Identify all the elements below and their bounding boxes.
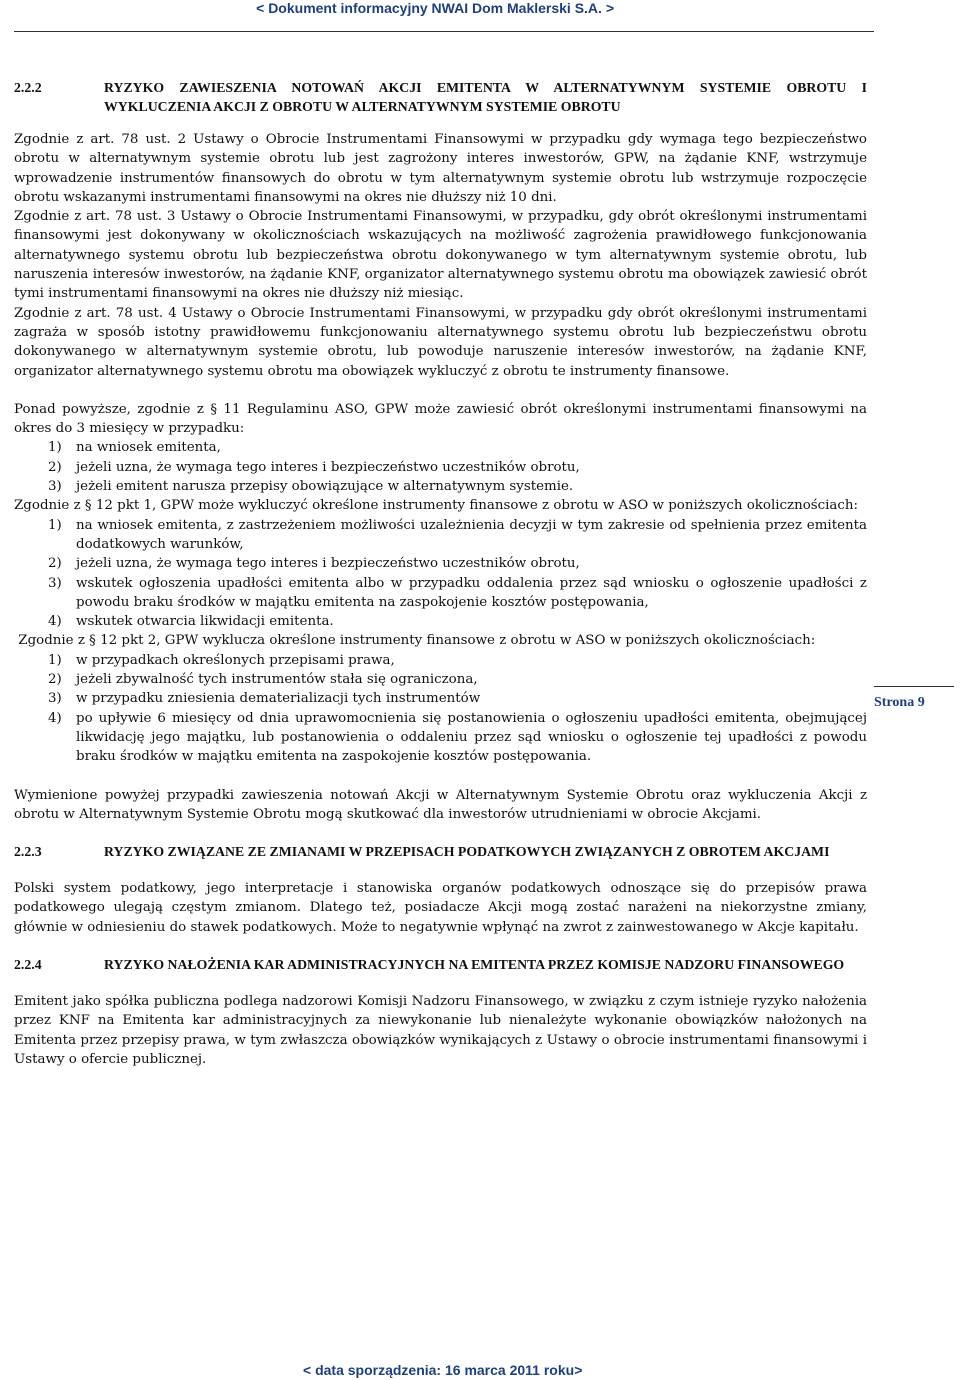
paragraph: Zgodnie z § 12 pkt 1, GPW może wykluczyć określone instrumenty finansowe z obrotu w ASO w poniższych okolicznościach: <box>14 498 859 514</box>
mandatory-exclusion-list <box>14 651 867 767</box>
list-item: 4) po upływie 6 miesięcy od dnia uprawomocnienia się postanowienia o ogłoszeniu upadłości emitenta, obejmującej likwidację jego majątku, lub postanowienia o oddaleniu przez sąd wniosku o ogłoszenie tej upadłości z powodu braku środków w majątku emitenta na zaspokojenie kosztów postępowania. <box>48 710 867 765</box>
document-body <box>14 78 867 1069</box>
optional-exclusion-list <box>14 516 867 632</box>
list-item: 3) w przypadku zniesienia dematerializacji tych instrumentów <box>48 691 481 707</box>
section-heading-2-2-2 <box>14 78 867 116</box>
section-number: 2.2.3 <box>14 844 42 860</box>
paragraph: Zgodnie z § 12 pkt 2, GPW wyklucza określone instrumenty finansowe z obrotu w ASO w poniższych okolicznościach: <box>14 633 816 649</box>
section-heading-2-2-3 <box>14 842 867 861</box>
paragraph: Zgodnie z art. 78 ust. 4 Ustawy o Obrocie Instrumentami Finansowymi, w przypadku gdy obrót określonymi instrumentami zagraża w sposób istotny prawidłowemu funkcjonowaniu alternatywnego systemu obrotu lub bezpieczeństwu obrotu dokonywanego w alternatywnym systemie obrotu, lub powoduje naruszenie interesów inwestorów, na żądanie KNF, organizator alternatywnego systemu obrotu ma obowiązek wykluczyć z obrotu te instrumenty finansowe. <box>14 305 867 379</box>
paragraph: Ponad powyższe, zgodnie z § 11 Regulaminu ASO, GPW może zawiesić obrót określonymi instrumentami finansowymi na okres do 3 miesięcy w przypadku: <box>14 401 867 437</box>
list-item: 1) w przypadkach określonych przepisami prawa, <box>48 652 395 668</box>
suspension-list <box>14 438 867 496</box>
list-item: 2) jeżeli uzna, że wymaga tego interes i bezpieczeństwo uczestników obrotu, <box>48 459 580 475</box>
paragraph: Wymienione powyżej przypadki zawieszenia notowań Akcji w Alternatywnym Systemie Obrotu oraz wykluczenia Akcji z obrotu w Alternatywnym Systemie Obrotu mogą skutkować dla inwestorów utrudnieniami w obrocie Akcjami. <box>14 787 867 822</box>
list-item: 1) na wniosek emitenta, z zastrzeżeniem możliwości uzależnienia decyzji w tym zakresie od spełnienia przez emitenta dodatkowych warunków, <box>48 517 867 552</box>
page-number-box <box>874 686 954 711</box>
list-item: 2) jeżeli zbywalność tych instrumentów stała się ograniczona, <box>48 672 478 688</box>
section-number: 2.2.4 <box>14 956 42 972</box>
paragraph: Emitent jako spółka publiczna podlega nadzorowi Komisji Nadzoru Finansowego, w związku z czym istnieje ryzyko nałożenia przez KNF na Emitenta kar administracyjnych za niewykonanie lub nienależyte wykonanie obowiązków nałożonych na Emitenta przez przepisy prawa, w tym zwłaszcza obowiązków wynikających z Ustawy o obrocie instrumentami finansowymi i Ustawy o ofercie publicznej. <box>14 993 867 1067</box>
section-number: 2.2.2 <box>14 80 42 95</box>
header-divider <box>14 31 874 32</box>
page-number: Strona 9 <box>874 695 925 710</box>
footer-date: < data sporządzenia: 16 marca 2011 roku> <box>303 1362 583 1378</box>
page-header <box>14 0 874 30</box>
section-title: RYZYKO ZWIĄZANE ZE ZMIANAMI W PRZEPISACH PODATKOWYCH ZWIĄZANYCH Z OBROTEM AKCJAMI <box>104 844 830 860</box>
list-item: 3) jeżeli emitent narusza przepisy obowiązujące w alternatywnym systemie. <box>48 479 574 495</box>
paragraph: Polski system podatkowy, jego interpretacje i stanowiska organów podatkowych odnoszące się do przepisów prawa podatkowego ulegają częstym zmianom. Dlatego też, posiadacze Akcji mogą zostać narażeni na niekorzystne zmiany, głównie w odniesieniu do stawek podatkowych. Może to negatywnie wpłynąć na zwrot z zainwestowanego w Akcje kapitału. <box>14 881 867 935</box>
section-2-2-4 <box>14 955 867 1069</box>
section-title: RYZYKO ZAWIESZENIA NOTOWAŃ AKCJI EMITENTA W ALTERNATYWNYM SYSTEMIE OBROTU I WYKLUCZENIA AKCJI Z OBROTU W ALTERNATYWNYM SYSTEMIE OBROTU <box>104 80 867 114</box>
list-item: 3) wskutek ogłoszenia upadłości emitenta albo w przypadku oddalenia przez sąd wniosku o ogłoszenie upadłości z powodu braku środków w majątku emitenta na zaspokojenie kosztów postępowania, <box>48 575 867 610</box>
paragraph: Zgodnie z art. 78 ust. 2 Ustawy o Obrocie Instrumentami Finansowymi w przypadku gdy wymaga tego bezpieczeństwo obrotu w alternatywnym systemie obrotu lub jest zagrożony interes inwestorów, GPW, na żądanie KNF, wstrzymuje wprowadzenie instrumentów finansowych do obrotu w tym alternatywnym systemie obrotu lub wstrzymuje rozpoczęcie obrotu wskazanymi instrumentami finansowymi na okres nie dłuższy niż 10 dni. <box>14 132 867 205</box>
list-item: 2) jeżeli uzna, że wymaga tego interes i bezpieczeństwo uczestników obrotu, <box>48 556 580 572</box>
list-item: 4) wskutek otwarcia likwidacji emitenta. <box>48 614 334 630</box>
document-title-header: < Dokument informacyjny NWAI Dom Maklerski S.A. > <box>256 0 614 16</box>
paragraph: Zgodnie z art. 78 ust. 3 Ustawy o Obrocie Instrumentami Finansowymi, w przypadku, gdy obrót określonymi instrumentami finansowymi jest dokonywany w okolicznościach wskazujących na możliwość zagrożenia prawidłowego funkcjonowania alternatywnego systemu obrotu lub bezpieczeństwa obrotu dokonywanego w tym alternatywnym systemie obrotu, lub naruszenia interesów inwestorów, na żądanie KNF, organizator alternatywnego systemu obrotu ma obowiązek zawiesić obrót tymi instrumentami finansowymi na okres nie dłuższy niż miesiąc. <box>14 209 867 302</box>
list-item: 1) na wniosek emitenta, <box>48 440 221 456</box>
section-heading-2-2-4 <box>14 955 867 974</box>
section-title: RYZYKO NAŁOŻENIA KAR ADMINISTRACYJNYCH NA EMITENTA PRZEZ KOMISJE NADZORU FINANSOWEGO <box>104 956 845 972</box>
section-2-2-3 <box>14 842 867 937</box>
